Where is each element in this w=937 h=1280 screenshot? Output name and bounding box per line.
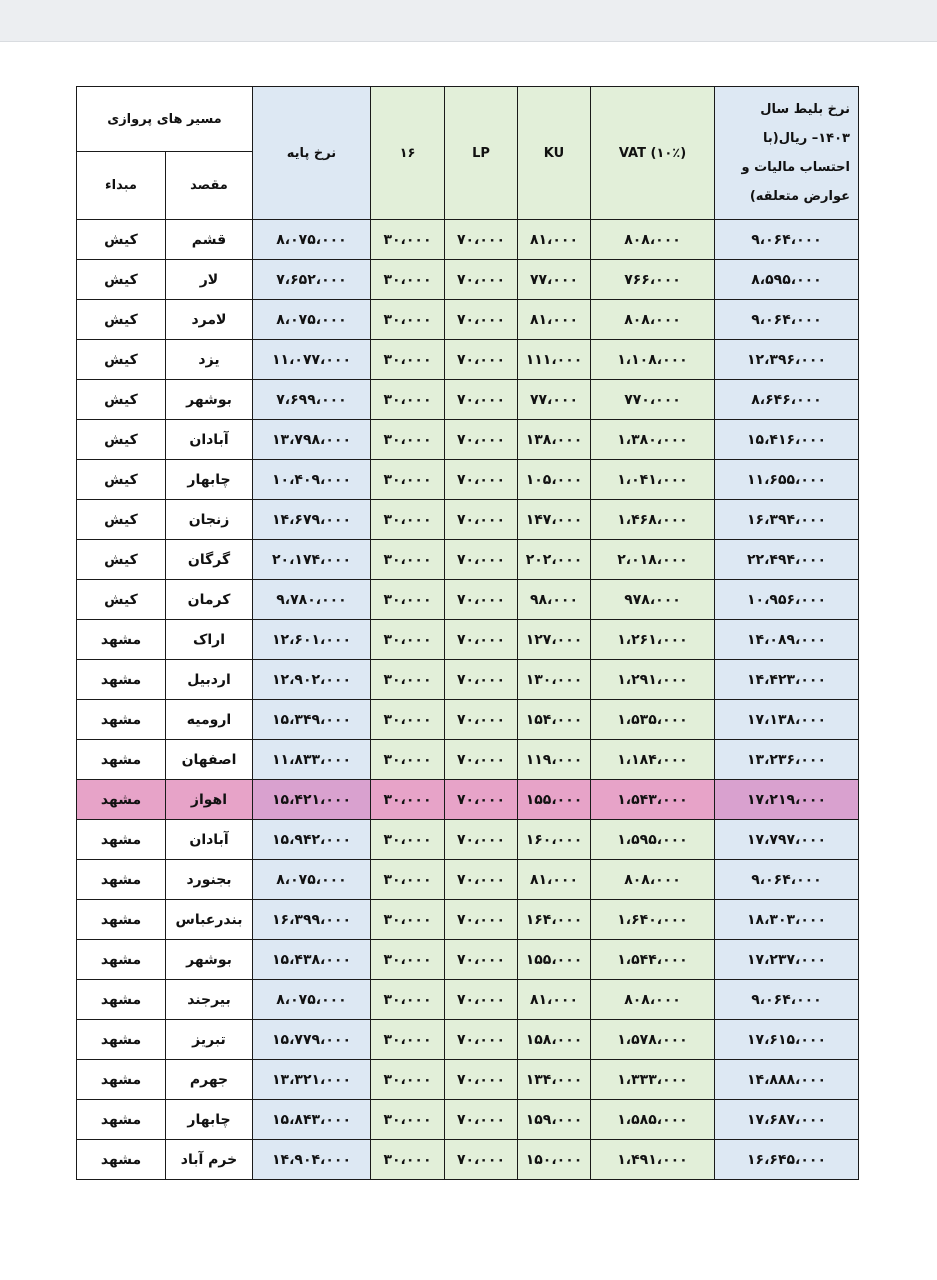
ku-cell: ۱۵۴،۰۰۰ [518,700,591,740]
vat-cell: ۹۷۸،۰۰۰ [591,580,715,620]
total-fare-header: نرخ بلیط سال ۱۴۰۳– ریال(با احتساب مالیات و عوارض متعلقه) [715,87,859,220]
lp-cell: ۷۰،۰۰۰ [445,580,518,620]
origin-cell: کیش [77,580,166,620]
total-fare-cell: ۱۷،۶۱۵،۰۰۰ [715,1020,859,1060]
total-fare-cell: ۲۲،۴۹۴،۰۰۰ [715,540,859,580]
table-row [77,340,859,380]
destination-cell: لامرد [166,300,253,340]
base-fare-cell: ۱۵،۸۴۳،۰۰۰ [253,1100,371,1140]
base-fare-cell: ۱۶،۳۹۹،۰۰۰ [253,900,371,940]
fare-table [76,86,859,1180]
vat-cell: ۲،۰۱۸،۰۰۰ [591,540,715,580]
total-fare-cell: ۱۷،۲۳۷،۰۰۰ [715,940,859,980]
table-row [77,860,859,900]
lp-cell: ۷۰،۰۰۰ [445,260,518,300]
table-row [77,420,859,460]
lp-cell: ۷۰،۰۰۰ [445,780,518,820]
total-fare-cell: ۱۵،۴۱۶،۰۰۰ [715,420,859,460]
vat-cell: ۱،۶۴۰،۰۰۰ [591,900,715,940]
destination-header: مقصد [166,152,253,220]
route-header: مسیر های پروازی [77,87,253,152]
origin-cell: مشهد [77,900,166,940]
destination-cell: قشم [166,220,253,260]
ku-cell: ۲۰۲،۰۰۰ [518,540,591,580]
base-fare-cell: ۸،۰۷۵،۰۰۰ [253,220,371,260]
origin-cell: کیش [77,260,166,300]
vat-cell: ۱،۵۹۵،۰۰۰ [591,820,715,860]
table-row [77,780,859,820]
origin-cell: مشهد [77,740,166,780]
ku-cell: ۱۳۰،۰۰۰ [518,660,591,700]
destination-cell: اهواز [166,780,253,820]
fee16-cell: ۳۰،۰۰۰ [371,260,445,300]
base-fare-cell: ۷،۶۵۲،۰۰۰ [253,260,371,300]
lp-cell: ۷۰،۰۰۰ [445,500,518,540]
vat-cell: ۱،۲۶۱،۰۰۰ [591,620,715,660]
fee16-cell: ۳۰،۰۰۰ [371,620,445,660]
ku-cell: ۱۵۹،۰۰۰ [518,1100,591,1140]
base-fare-cell: ۱۵،۹۴۲،۰۰۰ [253,820,371,860]
destination-cell: یزد [166,340,253,380]
destination-cell: زنجان [166,500,253,540]
lp-cell: ۷۰،۰۰۰ [445,620,518,660]
table-row [77,1140,859,1180]
lp-header: LP [445,87,518,220]
origin-cell: مشهد [77,780,166,820]
destination-cell: کرمان [166,580,253,620]
origin-cell: کیش [77,500,166,540]
destination-cell: آبادان [166,420,253,460]
lp-cell: ۷۰،۰۰۰ [445,1020,518,1060]
destination-cell: چابهار [166,1100,253,1140]
lp-cell: ۷۰،۰۰۰ [445,820,518,860]
table-row [77,380,859,420]
fee16-cell: ۳۰،۰۰۰ [371,300,445,340]
base-fare-cell: ۱۳،۳۲۱،۰۰۰ [253,1060,371,1100]
fee16-cell: ۳۰،۰۰۰ [371,420,445,460]
total-fare-cell: ۱۳،۲۳۶،۰۰۰ [715,740,859,780]
total-fare-cell: ۱۰،۹۵۶،۰۰۰ [715,580,859,620]
origin-header: مبداء [77,152,166,220]
total-fare-cell: ۱۷،۱۳۸،۰۰۰ [715,700,859,740]
origin-cell: کیش [77,380,166,420]
origin-cell: کیش [77,460,166,500]
base-fare-cell: ۸،۰۷۵،۰۰۰ [253,860,371,900]
ku-cell: ۹۸،۰۰۰ [518,580,591,620]
origin-cell: مشهد [77,700,166,740]
total-fare-cell: ۱۴،۴۲۳،۰۰۰ [715,660,859,700]
lp-cell: ۷۰،۰۰۰ [445,860,518,900]
table-row [77,740,859,780]
table-row [77,620,859,660]
origin-cell: کیش [77,340,166,380]
table-row [77,900,859,940]
total-fare-cell: ۹،۰۶۴،۰۰۰ [715,220,859,260]
total-fare-cell: ۱۷،۷۹۷،۰۰۰ [715,820,859,860]
ku-cell: ۸۱،۰۰۰ [518,220,591,260]
fee16-cell: ۳۰،۰۰۰ [371,980,445,1020]
base-fare-cell: ۱۴،۹۰۴،۰۰۰ [253,1140,371,1180]
vat-cell: ۱،۰۴۱،۰۰۰ [591,460,715,500]
base-fare-cell: ۱۲،۹۰۲،۰۰۰ [253,660,371,700]
fee16-cell: ۳۰،۰۰۰ [371,340,445,380]
lp-cell: ۷۰،۰۰۰ [445,300,518,340]
base-fare-cell: ۱۵،۴۳۸،۰۰۰ [253,940,371,980]
fee16-cell: ۳۰،۰۰۰ [371,380,445,420]
vat-cell: ۸۰۸،۰۰۰ [591,220,715,260]
destination-cell: چابهار [166,460,253,500]
ku-cell: ۸۱،۰۰۰ [518,860,591,900]
vat-cell: ۱،۵۸۵،۰۰۰ [591,1100,715,1140]
vat-cell: ۱،۵۴۴،۰۰۰ [591,940,715,980]
destination-cell: اصفهان [166,740,253,780]
ku-cell: ۱۱۱،۰۰۰ [518,340,591,380]
total-fare-cell: ۱۶،۳۹۴،۰۰۰ [715,500,859,540]
fee16-cell: ۳۰،۰۰۰ [371,700,445,740]
vat-cell: ۸۰۸،۰۰۰ [591,980,715,1020]
ku-cell: ۷۷،۰۰۰ [518,260,591,300]
destination-cell: بیرجند [166,980,253,1020]
vat-cell: ۱،۴۹۱،۰۰۰ [591,1140,715,1180]
table-row [77,1020,859,1060]
origin-cell: کیش [77,420,166,460]
origin-cell: مشهد [77,860,166,900]
lp-cell: ۷۰،۰۰۰ [445,340,518,380]
fee16-cell: ۳۰،۰۰۰ [371,1100,445,1140]
lp-cell: ۷۰،۰۰۰ [445,1060,518,1100]
lp-cell: ۷۰،۰۰۰ [445,540,518,580]
vat-cell: ۱،۱۸۴،۰۰۰ [591,740,715,780]
destination-cell: بندرعباس [166,900,253,940]
vat-header: VAT (۱۰٪) [591,87,715,220]
base-fare-cell: ۹،۷۸۰،۰۰۰ [253,580,371,620]
fee16-cell: ۳۰،۰۰۰ [371,820,445,860]
base-fare-cell: ۱۲،۶۰۱،۰۰۰ [253,620,371,660]
vat-cell: ۷۷۰،۰۰۰ [591,380,715,420]
fee16-cell: ۳۰،۰۰۰ [371,740,445,780]
destination-cell: آبادان [166,820,253,860]
fee16-cell: ۳۰،۰۰۰ [371,580,445,620]
fee16-cell: ۳۰،۰۰۰ [371,220,445,260]
lp-cell: ۷۰،۰۰۰ [445,980,518,1020]
ku-cell: ۱۶۴،۰۰۰ [518,900,591,940]
origin-cell: مشهد [77,1100,166,1140]
table-row [77,1060,859,1100]
table-row [77,820,859,860]
lp-cell: ۷۰،۰۰۰ [445,900,518,940]
vat-cell: ۱،۱۰۸،۰۰۰ [591,340,715,380]
fee16-cell: ۳۰،۰۰۰ [371,940,445,980]
table-row [77,540,859,580]
table-row [77,580,859,620]
lp-cell: ۷۰،۰۰۰ [445,940,518,980]
origin-cell: مشهد [77,1020,166,1060]
lp-cell: ۷۰،۰۰۰ [445,420,518,460]
total-fare-cell: ۱۶،۶۴۵،۰۰۰ [715,1140,859,1180]
base-fare-cell: ۷،۶۹۹،۰۰۰ [253,380,371,420]
ku-cell: ۱۱۹،۰۰۰ [518,740,591,780]
fee16-cell: ۳۰،۰۰۰ [371,780,445,820]
destination-cell: بوشهر [166,940,253,980]
destination-cell: لار [166,260,253,300]
total-fare-cell: ۱۴،۰۸۹،۰۰۰ [715,620,859,660]
destination-cell: اردبیل [166,660,253,700]
base-fare-cell: ۱۱،۰۷۷،۰۰۰ [253,340,371,380]
ku-cell: ۸۱،۰۰۰ [518,980,591,1020]
base-fare-cell: ۱۰،۴۰۹،۰۰۰ [253,460,371,500]
fee16-cell: ۳۰،۰۰۰ [371,1020,445,1060]
origin-cell: مشهد [77,820,166,860]
lp-cell: ۷۰،۰۰۰ [445,380,518,420]
lp-cell: ۷۰،۰۰۰ [445,1140,518,1180]
fee16-header: ۱۶ [371,87,445,220]
fee16-cell: ۳۰،۰۰۰ [371,1140,445,1180]
fee16-cell: ۳۰،۰۰۰ [371,860,445,900]
total-fare-cell: ۱۴،۸۸۸،۰۰۰ [715,1060,859,1100]
table-row [77,980,859,1020]
ku-cell: ۱۲۷،۰۰۰ [518,620,591,660]
base-fare-cell: ۱۱،۸۳۳،۰۰۰ [253,740,371,780]
vat-cell: ۸۰۸،۰۰۰ [591,300,715,340]
table-row [77,700,859,740]
origin-cell: مشهد [77,940,166,980]
ku-cell: ۱۵۸،۰۰۰ [518,1020,591,1060]
lp-cell: ۷۰،۰۰۰ [445,220,518,260]
fee16-cell: ۳۰،۰۰۰ [371,660,445,700]
ku-cell: ۷۷،۰۰۰ [518,380,591,420]
table-row [77,300,859,340]
destination-cell: خرم آباد [166,1140,253,1180]
table-row [77,460,859,500]
base-fare-cell: ۱۳،۷۹۸،۰۰۰ [253,420,371,460]
origin-cell: مشهد [77,620,166,660]
vat-cell: ۱،۵۴۳،۰۰۰ [591,780,715,820]
ku-cell: ۱۴۷،۰۰۰ [518,500,591,540]
destination-cell: گرگان [166,540,253,580]
fee16-cell: ۳۰،۰۰۰ [371,540,445,580]
destination-cell: ارومیه [166,700,253,740]
ku-cell: ۸۱،۰۰۰ [518,300,591,340]
ku-cell: ۱۵۵،۰۰۰ [518,780,591,820]
ku-cell: ۱۰۵،۰۰۰ [518,460,591,500]
ku-cell: ۱۳۴،۰۰۰ [518,1060,591,1100]
total-fare-cell: ۸،۵۹۵،۰۰۰ [715,260,859,300]
destination-cell: بجنورد [166,860,253,900]
destination-cell: جهرم [166,1060,253,1100]
base-fare-cell: ۱۵،۷۷۹،۰۰۰ [253,1020,371,1060]
origin-cell: مشهد [77,980,166,1020]
ku-cell: ۱۵۵،۰۰۰ [518,940,591,980]
total-fare-cell: ۹،۰۶۴،۰۰۰ [715,860,859,900]
ku-cell: ۱۵۰،۰۰۰ [518,1140,591,1180]
origin-cell: مشهد [77,660,166,700]
total-fare-cell: ۱۲،۳۹۶،۰۰۰ [715,340,859,380]
base-fare-cell: ۱۵،۳۴۹،۰۰۰ [253,700,371,740]
fee16-cell: ۳۰،۰۰۰ [371,1060,445,1100]
vat-cell: ۱،۳۸۰،۰۰۰ [591,420,715,460]
destination-cell: بوشهر [166,380,253,420]
table-row [77,500,859,540]
total-fare-cell: ۱۷،۶۸۷،۰۰۰ [715,1100,859,1140]
vat-cell: ۱،۳۳۳،۰۰۰ [591,1060,715,1100]
table-row [77,1100,859,1140]
fee16-cell: ۳۰،۰۰۰ [371,900,445,940]
fee16-cell: ۳۰،۰۰۰ [371,500,445,540]
lp-cell: ۷۰،۰۰۰ [445,700,518,740]
base-fare-cell: ۸،۰۷۵،۰۰۰ [253,300,371,340]
origin-cell: کیش [77,300,166,340]
ku-cell: ۱۶۰،۰۰۰ [518,820,591,860]
origin-cell: کیش [77,540,166,580]
base-fare-cell: ۸،۰۷۵،۰۰۰ [253,980,371,1020]
table-row [77,940,859,980]
browser-top-bar [0,0,937,42]
ku-cell: ۱۳۸،۰۰۰ [518,420,591,460]
origin-cell: مشهد [77,1060,166,1100]
vat-cell: ۱،۴۶۸،۰۰۰ [591,500,715,540]
table-row [77,260,859,300]
table-row [77,220,859,260]
base-fare-cell: ۱۵،۴۲۱،۰۰۰ [253,780,371,820]
origin-cell: کیش [77,220,166,260]
base-fare-cell: ۲۰،۱۷۴،۰۰۰ [253,540,371,580]
destination-cell: اراک [166,620,253,660]
base-fare-cell: ۱۴،۶۷۹،۰۰۰ [253,500,371,540]
fee16-cell: ۳۰،۰۰۰ [371,460,445,500]
total-fare-cell: ۱۱،۶۵۵،۰۰۰ [715,460,859,500]
vat-cell: ۱،۲۹۱،۰۰۰ [591,660,715,700]
ku-header: KU [518,87,591,220]
vat-cell: ۱،۵۷۸،۰۰۰ [591,1020,715,1060]
total-fare-cell: ۹،۰۶۴،۰۰۰ [715,980,859,1020]
vat-cell: ۱،۵۳۵،۰۰۰ [591,700,715,740]
lp-cell: ۷۰،۰۰۰ [445,740,518,780]
lp-cell: ۷۰،۰۰۰ [445,660,518,700]
total-fare-cell: ۹،۰۶۴،۰۰۰ [715,300,859,340]
base-fare-header: نرخ پایه [253,87,371,220]
lp-cell: ۷۰،۰۰۰ [445,1100,518,1140]
vat-cell: ۸۰۸،۰۰۰ [591,860,715,900]
origin-cell: مشهد [77,1140,166,1180]
total-fare-cell: ۱۷،۲۱۹،۰۰۰ [715,780,859,820]
table-row [77,660,859,700]
lp-cell: ۷۰،۰۰۰ [445,460,518,500]
total-fare-cell: ۱۸،۳۰۳،۰۰۰ [715,900,859,940]
vat-cell: ۷۶۶،۰۰۰ [591,260,715,300]
total-fare-cell: ۸،۶۴۶،۰۰۰ [715,380,859,420]
destination-cell: تبریز [166,1020,253,1060]
